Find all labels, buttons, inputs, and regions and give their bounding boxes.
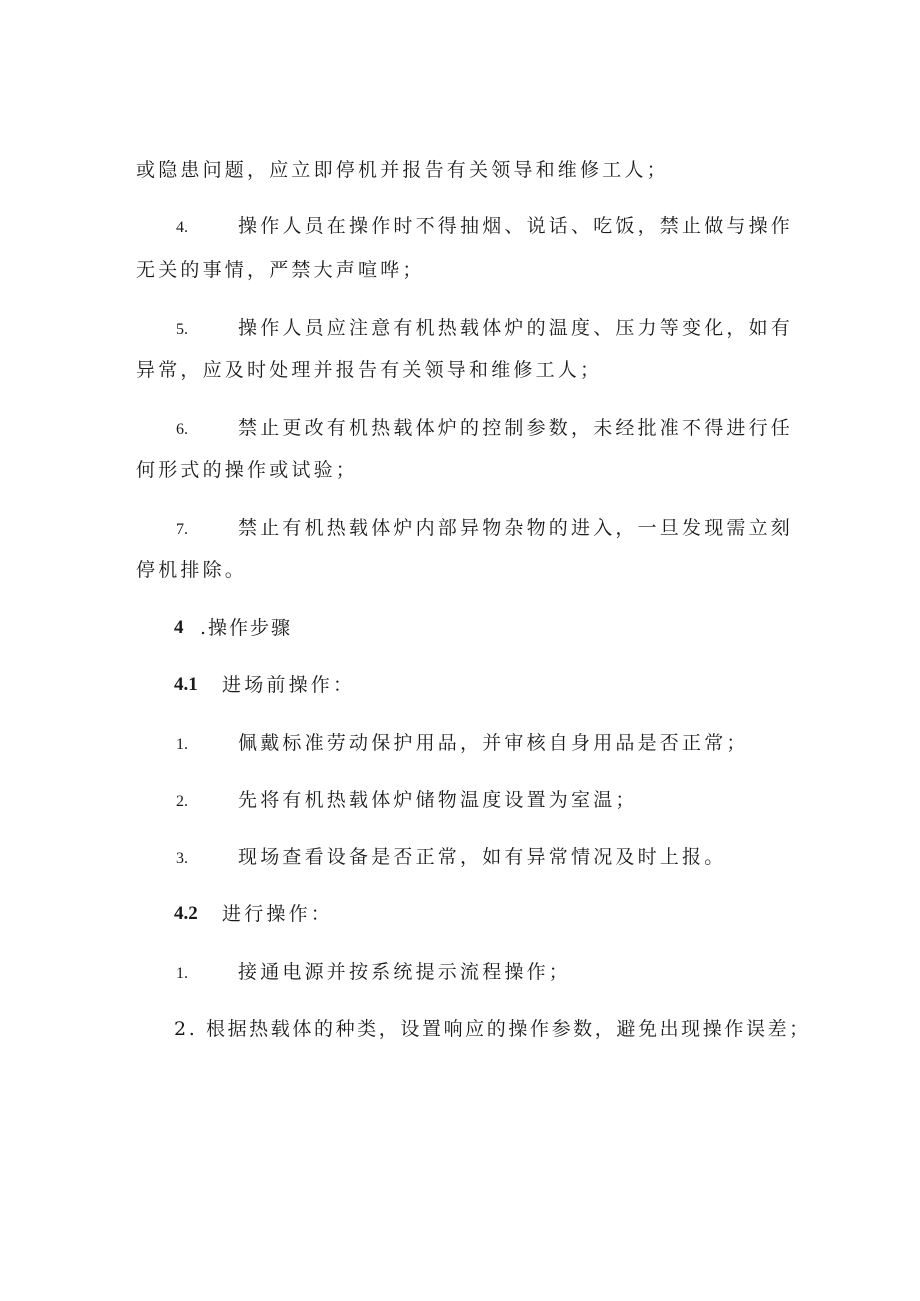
list-item-text: 先将有机热载体炉储物温度设置为室温； [238, 789, 638, 811]
rule-text-line1: 禁止更改有机热载体炉的控制参数，未经批准不得进行任 [238, 417, 794, 439]
rule-text-line2: 无关的事情，严禁大声喧哗； [136, 259, 425, 281]
rule-number: 6. [176, 421, 188, 438]
rule-number: 7. [176, 521, 188, 538]
subsection-title: 进场前操作： [222, 674, 356, 696]
subsection-number: 4.1 [174, 674, 198, 695]
section-title: .操作步骤 [200, 617, 293, 639]
rule-text-line2: 异常，应及时处理并报告有关领导和维修工人； [136, 359, 603, 381]
subsection-title: 进行操作： [222, 903, 334, 925]
subsection-number: 4.2 [174, 903, 198, 924]
list-item-number: 1. [176, 965, 188, 982]
section-number: 4 [174, 617, 184, 638]
list-item-number: 1. [176, 736, 188, 753]
rule-number: 4. [176, 219, 188, 236]
rule-number: 5. [176, 321, 188, 338]
rule-text-line2: 停机排除。 [136, 559, 248, 581]
rule-text-line1: 操作人员在操作时不得抽烟、说话、吃饭，禁止做与操作 [238, 215, 794, 237]
list-item-text: 现场查看设备是否正常，如有异常情况及时上报。 [238, 846, 727, 868]
list-item-text: 2. 根据热载体的种类，设置响应的操作参数，避免出现操作误差； [174, 1018, 811, 1040]
rule-text-line1: 操作人员应注意有机热载体炉的温度、压力等变化，如有 [238, 317, 794, 339]
list-item-number: 3. [176, 850, 188, 867]
rule-text-line2: 何形式的操作或试验； [136, 459, 359, 481]
rule-text-line1: 禁止有机热载体炉内部异物杂物的进入，一旦发现需立刻 [238, 517, 794, 539]
list-item-text: 接通电源并按系统提示流程操作； [238, 961, 572, 983]
continuation-text: 或隐患问题，应立即停机并报告有关领导和维修工人； [136, 159, 669, 181]
list-item-text: 佩戴标准劳动保护用品，并审核自身用品是否正常； [238, 732, 749, 754]
list-item-number: 2. [176, 793, 188, 810]
